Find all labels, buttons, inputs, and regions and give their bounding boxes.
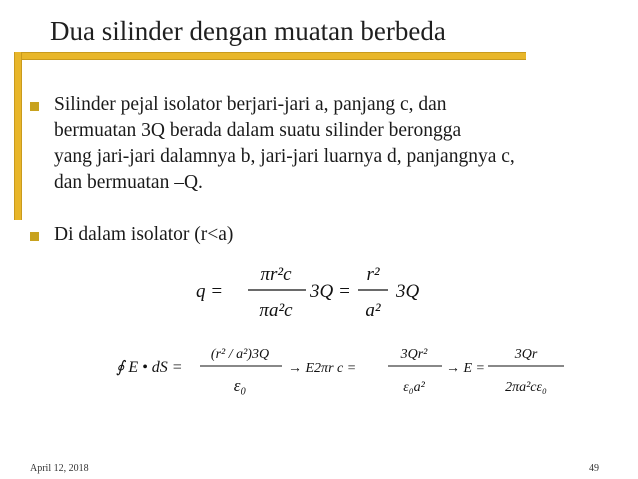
bullet-2 xyxy=(54,222,233,248)
eq2-arrow2: → E = xyxy=(446,361,485,376)
eq1-lhs: q = xyxy=(196,281,224,302)
eq1-mid: 3Q = xyxy=(310,281,351,302)
footer-page-number: 49 xyxy=(589,463,599,474)
bullet-2-line-1: Di dalam isolator (r<a) xyxy=(54,224,234,245)
eq2-frac1-numerator: (r² / a²)3Q xyxy=(210,347,270,362)
slide-title: Dua silinder dengan muatan berbeda xyxy=(50,16,446,46)
bullet-1-line-1: Silinder pejal isolator berjari-jari a, panjang c, dan xyxy=(54,94,447,115)
eq2-frac1-denominator: ε₀ xyxy=(233,376,247,395)
bullet-1-line-4: dan bermuatan –Q. xyxy=(54,172,203,193)
eq1-frac1-numerator: πr²c xyxy=(260,264,292,285)
equation-gauss-law xyxy=(112,336,572,406)
equation-charge-ratio xyxy=(190,252,430,324)
eq1-frac1-denominator: πa²c xyxy=(259,300,293,321)
eq2-frac2-denominator: ε₀a² xyxy=(403,380,425,395)
eq2-arrow1: → E2πr c = xyxy=(288,361,357,376)
left-accent-bar xyxy=(14,52,22,220)
eq2-integral: ∮ E • dS = xyxy=(116,359,183,376)
eq2-frac3-numerator: 3Qr xyxy=(514,347,538,362)
bullet-square-icon xyxy=(30,102,39,111)
title-underline-bar xyxy=(14,52,526,60)
bullet-1 xyxy=(54,92,515,196)
eq2-frac2-numerator: 3Qr² xyxy=(400,347,428,362)
eq1-frac2-numerator: r² xyxy=(366,264,380,285)
eq2-frac3-denominator: 2πa²cε₀ xyxy=(505,380,547,395)
eq1-frac2-denominator: a² xyxy=(365,300,381,321)
eq1-end: 3Q xyxy=(396,281,420,302)
bullet-1-line-3: yang jari-jari dalamnya b, jari-jari luarnya d, panjangnya c, xyxy=(54,146,515,167)
footer-date: April 12, 2018 xyxy=(30,463,89,474)
bullet-square-icon xyxy=(30,232,39,241)
bullet-1-line-2: bermuatan 3Q berada dalam suatu silinder berongga xyxy=(54,120,462,141)
